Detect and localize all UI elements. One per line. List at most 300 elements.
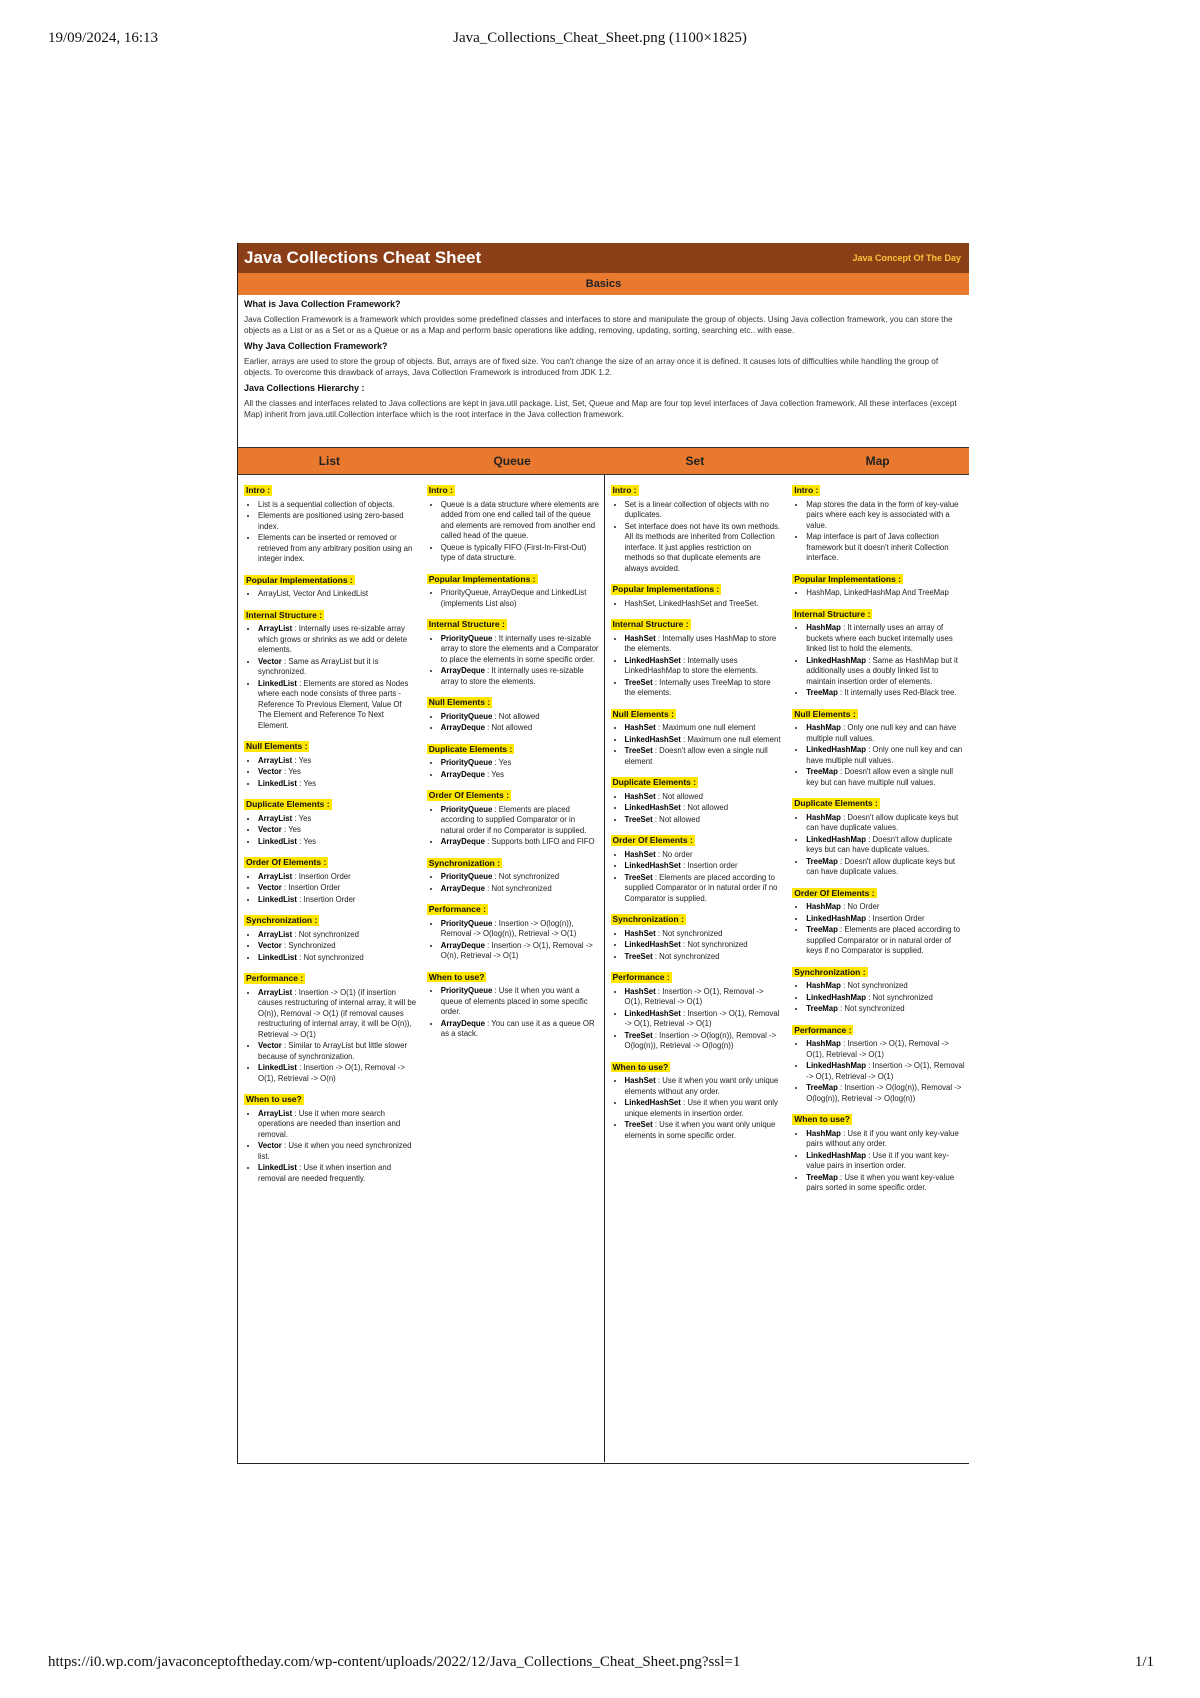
item-key: TreeSet [624,814,653,824]
item-key: Vector [258,656,282,666]
section-list [427,919,600,962]
item-value: : Elements are stored as Nodes where each node consists of three parts - Reference To Previous Element, Value Of The Element and Reference To Next Element. [258,678,409,730]
section-heading: Performance : [246,973,304,983]
bottom-border [238,1463,969,1464]
list-item [625,929,783,940]
list-item [625,815,783,826]
list-item [806,981,965,992]
column-list [238,475,421,1462]
section-heading: Intro : [428,485,453,495]
item-key: PriorityQueue [440,758,493,767]
item-value: : Yes [281,767,301,776]
section-heading: Synchronization : [428,857,501,868]
column-headers [238,447,969,475]
item-value: Queue is a data structure where elements are added from one end called tail of the queue and elements are removed from another end called head of the queue. [440,499,599,540]
item-value: : Doesn't allow duplicate keys but can have duplicate values. [806,856,956,876]
item-value: : Yes [297,778,317,788]
list-item [258,624,417,656]
column-header-map: Map [865,454,890,468]
item-value: : Not synchronized [484,883,552,893]
item-key: LinkedHashSet [624,1008,681,1018]
section-list [427,758,600,780]
item-value: : You can use it as a queue OR as a stack. [440,1018,595,1038]
item-value: : Yes [292,813,312,823]
section-heading: Null Elements : [794,708,856,719]
item-key: HashMap [806,1128,841,1138]
item-key: PriorityQueue [440,872,493,881]
item-key: LinkedList [258,836,297,846]
section-heading: Performance : [428,904,486,914]
section-list [611,500,783,575]
list-item [625,861,783,872]
section-list [792,588,965,599]
item-value: : Insertion -> O(1), Removal -> O(1), Retrieval -> O(1) [624,986,764,1006]
item-value: : Insertion -> O(1) (if insertion causes restructuring of internal array, it will be O(n)), Removal -> O(1) (if removal causes restructuring of internal array, it will be O(n)), Retrieval -> O(1) [258,987,417,1039]
item-key: ArrayDeque [440,769,485,779]
item-value: : Insertion -> O(1), Removal -> O(1), Retrieval -> O(n) [258,1063,405,1083]
section-heading: When to use? [612,1061,669,1072]
list-item [806,688,965,699]
list-item [625,1031,783,1052]
item-key: HashMap [806,812,841,822]
item-value: : Not synchronized [866,992,933,1002]
item-value: : Yes [297,836,317,846]
list-item [806,993,965,1004]
print-title: Java_Collections_Cheat_Sheet.png (1100×1825) [453,30,747,46]
section-list [244,589,417,600]
list-item [258,500,417,511]
list-item [258,930,417,941]
item-value: : It internally uses Red-Black tree. [837,688,957,697]
section-list [244,1109,417,1185]
item-value: : It internally uses re-sizable array to store the elements. [440,666,584,686]
item-value: Set interface does not have its own methods. All its methods are inherited from Collection interface. It just applies restriction on methods so that duplicate elements are always avoided. [624,521,781,573]
column-map [786,475,969,1462]
item-key: PriorityQueue [440,711,493,721]
section-list [611,792,783,826]
section-heading: Order Of Elements : [428,790,510,800]
basics-answer: All the classes and interfaces related to Java collections are kept in java.util package. List, Set, Queue and Map are four top level interfaces of Java collection framework. All these interfaces (except Map) inherit from java.util.Collection interface which is the root interface in the Java collection framework. [244,399,957,419]
list-item [625,792,783,803]
item-value: : Internally uses LinkedHashMap to store the elements. [624,655,758,675]
section-list [611,599,783,610]
item-key: ArrayList [258,624,293,633]
item-value: : Elements are placed according to supplied Comparator or in natural order of keys if no Comparator is supplied. [806,925,961,955]
item-value: : It internally uses re-sizable array to store the elements and a Comparator to place the elements in some specific order. [440,633,599,664]
item-value: : Only one null key and can have multiple null values. [806,723,957,743]
item-value: HashSet, LinkedHashSet and TreeSet. [624,598,759,608]
section-heading: Intro : [612,485,637,495]
list-item [441,919,600,940]
list-item [625,656,783,677]
sheet-subtitle: Java Concept Of The Day [852,253,961,263]
item-value: : Insertion Order [292,871,351,881]
list-item [441,884,600,895]
list-item [806,1061,965,1082]
list-item [625,803,783,814]
item-value: Map interface is part of Java collection framework but it doesn't inherit Collection interface. [806,532,949,562]
list-item [625,873,783,905]
list-item [258,767,417,778]
print-header [0,30,1200,52]
item-value: HashMap, LinkedHashMap And TreeMap [806,588,949,597]
item-value: : Doesn't allow duplicate keys but can have duplicate values. [806,834,953,854]
item-key: HashMap [806,1039,841,1048]
item-value: : Use it when you want only unique elements in insertion order. [624,1098,778,1118]
list-item [806,914,965,925]
list-item [441,723,600,734]
section-heading: When to use? [794,1114,850,1124]
item-key: LinkedHashSet [624,734,681,744]
basics-question: Java Collections Hierarchy : [244,383,365,393]
item-key: TreeMap [806,688,838,697]
list-item [258,1041,417,1062]
list-item [258,883,417,894]
list-item [806,500,965,532]
list-item [806,767,965,788]
list-item [258,679,417,732]
item-value: : Yes [281,825,301,834]
item-value: : Not allowed [655,791,703,801]
item-key: PriorityQueue [440,986,493,995]
page-number: 1/1 [1134,1654,1154,1670]
item-value: : Same as HashMap but it additionally uses a doubly linked list to maintain insertion order of elements. [806,655,958,686]
item-key: TreeSet [624,1030,653,1040]
item-value: : Insertion -> O(log(n)), Removal -> O(log(n)), Retrieval -> O(log(n)) [624,1030,777,1050]
list-item [441,941,600,962]
section-heading: When to use? [428,971,485,982]
list-item [806,1173,965,1194]
item-value: : Not allowed [492,711,540,721]
item-value: : Insertion -> O(1), Removal -> O(n), Retrieval -> O(1) [440,940,593,960]
item-value: : Use it when you want only unique elements in some specific order. [624,1120,776,1140]
list-item [441,986,600,1018]
item-key: PriorityQueue [440,804,493,814]
list-item [806,925,965,957]
item-value: PriorityQueue, ArrayDeque and LinkedList (implements List also) [440,588,587,608]
item-value: : Yes [292,755,312,765]
section-heading: Order Of Elements : [612,835,693,845]
item-value: : Not allowed [680,803,729,812]
item-key: Vector [258,825,282,834]
section-list [244,814,417,848]
list-item [441,634,600,666]
item-key: LinkedHashSet [624,655,681,665]
item-key: TreeMap [806,856,838,866]
item-value: : Similar to ArrayList but little slower because of synchronization. [258,1041,408,1061]
section-list [611,723,783,767]
item-value: Queue is typically FIFO (First-In-First-Out) type of data structure. [440,542,587,562]
section-heading: Duplicate Elements : [428,743,513,754]
item-value: : Insertion -> O(1), Removal -> O(1), Retrieval -> O(1) [806,1061,965,1081]
section-heading: Null Elements : [612,708,674,719]
item-key: LinkedHashSet [624,1098,681,1107]
item-key: TreeSet [624,1120,653,1129]
list-item [258,1109,417,1141]
section-list [611,850,783,905]
section-heading: Duplicate Elements : [246,799,330,809]
section-heading: Performance : [794,1024,852,1035]
item-value: : Supports both LIFO and FIFO [484,837,595,846]
item-value: : Not allowed [484,723,533,732]
section-heading: Duplicate Elements : [612,777,697,787]
item-value: : Elements are placed according to supplied Comparator or in natural order if no Comparator is supplied. [624,872,778,903]
item-value: : Insertion Order [297,894,356,904]
section-list [792,1039,965,1104]
column-header-set: Set [685,454,705,468]
item-key: TreeMap [806,1083,838,1092]
item-key: TreeSet [624,872,653,882]
item-key: LinkedList [258,1163,297,1172]
list-item [806,813,965,834]
item-key: LinkedHashMap [806,1150,867,1160]
section-list [244,756,417,790]
section-heading: Popular Implementations : [246,574,353,585]
list-item [441,666,600,687]
list-item [258,825,417,836]
item-key: LinkedList [258,952,297,962]
list-item [258,756,417,767]
item-key: LinkedHashSet [624,940,681,949]
list-item [258,988,417,1041]
section-heading: Popular Implementations : [612,584,720,594]
list-item [258,953,417,964]
item-value: : Use it when you need synchronized list. [258,1141,412,1161]
list-item [441,805,600,837]
item-value: : Not synchronized [292,929,359,939]
list-item [625,500,783,521]
list-item [625,850,783,861]
list-item [441,500,600,542]
list-item [625,678,783,699]
section-heading: Internal Structure : [794,608,871,619]
item-value: : Doesn't allow even a single null key but can have multiple null values. [806,767,953,787]
list-item [258,872,417,883]
item-key: LinkedList [258,894,297,904]
list-item [806,857,965,878]
section-list [427,500,600,564]
list-item [258,1163,417,1184]
item-value: : Insertion Order [281,883,341,892]
item-key: HashSet [624,1076,656,1085]
item-value: Set is a linear collection of objects with no duplicates. [624,499,769,519]
item-value: : Not allowed [652,814,700,824]
item-key: ArrayDeque [440,883,485,893]
item-key: PriorityQueue [440,633,493,643]
item-value: : Insertion order [680,861,738,870]
section-heading: Internal Structure : [612,619,689,629]
item-value: : No order [655,849,693,859]
list-item [441,543,600,564]
list-item [258,895,417,906]
section-heading: Synchronization : [612,914,684,924]
item-value: List is a sequential collection of objects. [258,499,395,509]
list-item [258,1141,417,1162]
item-value: : Maximum one null element [655,723,756,732]
item-key: TreeMap [806,767,838,776]
item-value: : Synchronized [281,941,336,950]
item-key: PriorityQueue [440,918,493,928]
item-value: : Internally uses TreeMap to store the elements. [624,677,771,697]
list-item [806,723,965,744]
list-item [625,522,783,575]
item-key: ArrayDeque [440,837,485,846]
list-item [625,746,783,767]
basics-question: What is Java Collection Framework? [244,299,401,309]
list-item [258,779,417,790]
section-list [792,723,965,788]
list-item [806,1129,965,1150]
list-item [806,835,965,856]
list-item [258,589,417,600]
section-list [611,929,783,963]
section-heading: When to use? [246,1094,302,1104]
item-value: : Insertion -> O(log(n)), Removal -> O(log(n)), Retrieval -> O(log(n)) [806,1083,962,1103]
list-item [806,1151,965,1172]
list-item [625,940,783,951]
column-queue [421,475,604,1462]
section-list [244,500,417,565]
item-key: LinkedHashSet [624,861,681,870]
item-key: HashSet [624,791,656,801]
section-list [611,987,783,1052]
item-value: : Not synchronized [492,872,560,881]
list-item [258,511,417,532]
item-key: Vector [258,767,282,776]
section-heading: Popular Implementations : [428,573,536,584]
item-value: : Insertion -> O(1), Removal -> O(1), Retrieval -> O(1) [806,1039,949,1059]
item-key: HashSet [624,723,656,732]
list-item [258,941,417,952]
list-item [258,837,417,848]
print-url: https://i0.wp.com/javaconceptoftheday.com/wp-content/uploads/2022/12/Java_Collections_Cheat_Sheet.png?ssl=1 [48,1654,741,1670]
item-value: : Not synchronized [297,952,364,962]
print-footer [0,1654,1200,1676]
section-heading: Intro : [794,485,819,495]
item-key: ArrayDeque [440,723,485,732]
section-list [427,872,600,894]
list-item [441,758,600,769]
section-list [244,930,417,964]
section-list [427,634,600,688]
item-value: : Not synchronized [680,940,748,949]
item-value: : Use it if you want key-value pairs in insertion order. [806,1150,949,1170]
item-key: LinkedHashMap [806,745,867,754]
item-value: : Not synchronized [837,1004,905,1013]
item-value: : Use it when you want only unique elements without any order. [624,1076,779,1096]
list-item [806,623,965,655]
item-key: ArrayList [258,813,293,823]
section-heading: Null Elements : [428,697,491,707]
item-key: HashSet [624,986,656,996]
item-key: TreeSet [624,677,653,687]
section-heading: Performance : [612,972,670,982]
item-value: : Use it when insertion and removal are needed frequently. [258,1163,392,1183]
print-date: 19/09/2024, 16:13 [48,30,159,46]
section-heading: Internal Structure : [246,609,323,620]
list-item [441,770,600,781]
columns [238,475,969,1462]
item-value: : Insertion -> O(1), Removal -> O(1), Retrieval -> O(1) [624,1008,780,1028]
section-heading: Order Of Elements : [794,887,875,898]
section-list [611,1076,783,1141]
item-value: ArrayList, Vector And LinkedList [258,589,369,598]
list-item [806,745,965,766]
list-item [258,657,417,678]
list-item [258,533,417,565]
section-list [244,872,417,906]
list-item [625,723,783,734]
list-item [441,712,600,723]
section-list [792,981,965,1015]
list-item [625,1098,783,1119]
column-header-queue: Queue [493,454,531,468]
list-item [806,1004,965,1015]
section-list [792,623,965,699]
sheet-title: Java Collections Cheat Sheet [244,248,482,267]
item-value: : No Order [840,902,880,911]
item-value: : Use it when more search operations are needed than insertion and removal. [258,1108,401,1139]
item-key: ArrayDeque [440,940,485,950]
item-key: LinkedHashMap [806,1061,867,1070]
item-value: : Maximum one null element [680,734,781,744]
item-key: HashMap [806,902,841,911]
cheat-sheet-image [237,243,970,1464]
list-item [806,532,965,564]
item-key: ArrayList [258,987,293,997]
item-key: Vector [258,1141,282,1150]
item-key: Vector [258,941,282,950]
section-heading: Popular Implementations : [794,573,901,584]
item-value: : Only one null key and can have multiple null values. [806,745,963,765]
item-key: LinkedHashMap [806,913,867,923]
section-list [244,624,417,731]
item-key: TreeMap [806,925,838,934]
column-set [604,475,787,1462]
item-key: ArrayList [258,871,293,881]
list-item [625,634,783,655]
item-value: : Not synchronized [840,981,908,990]
item-value: : Use it when you want a queue of elements placed in some specific order. [440,986,588,1016]
item-key: LinkedHashMap [806,992,867,1002]
item-key: HashMap [806,981,841,990]
item-key: TreeMap [806,1004,838,1013]
list-item [806,656,965,688]
item-key: LinkedHashMap [806,834,867,844]
item-key: HashMap [806,623,841,632]
item-value: : It internally uses an array of buckets where each bucket internally uses linked list to hold the elements. [806,623,953,653]
list-item [625,735,783,746]
basics-section [238,295,969,447]
list-item [806,902,965,913]
basics-answer: Earlier, arrays are used to store the group of objects. But, arrays are of fixed size. You can't change the size of an array once it is defined. It causes lots of difficulties while handling the group of objects. To overcome this drawback of arrays, Java Collection Framework is introduced from JDK 1.2. [244,357,939,377]
item-key: Vector [258,883,282,892]
section-list [427,712,600,734]
section-list [427,986,600,1040]
item-value: : Same as ArrayList but it is synchronized. [258,656,379,676]
item-key: HashSet [624,928,656,938]
section-heading: Synchronization : [794,966,866,977]
list-item [625,1120,783,1141]
section-list [244,988,417,1085]
column-header-list: List [318,454,341,468]
item-value: Elements can be inserted or removed or retrieved from any arbitrary position using an integer index. [258,533,413,563]
item-value: : Doesn't allow even a single null element [624,746,768,766]
section-list [792,500,965,564]
list-item [441,1019,600,1040]
item-key: HashMap [806,723,841,732]
list-item [625,952,783,963]
